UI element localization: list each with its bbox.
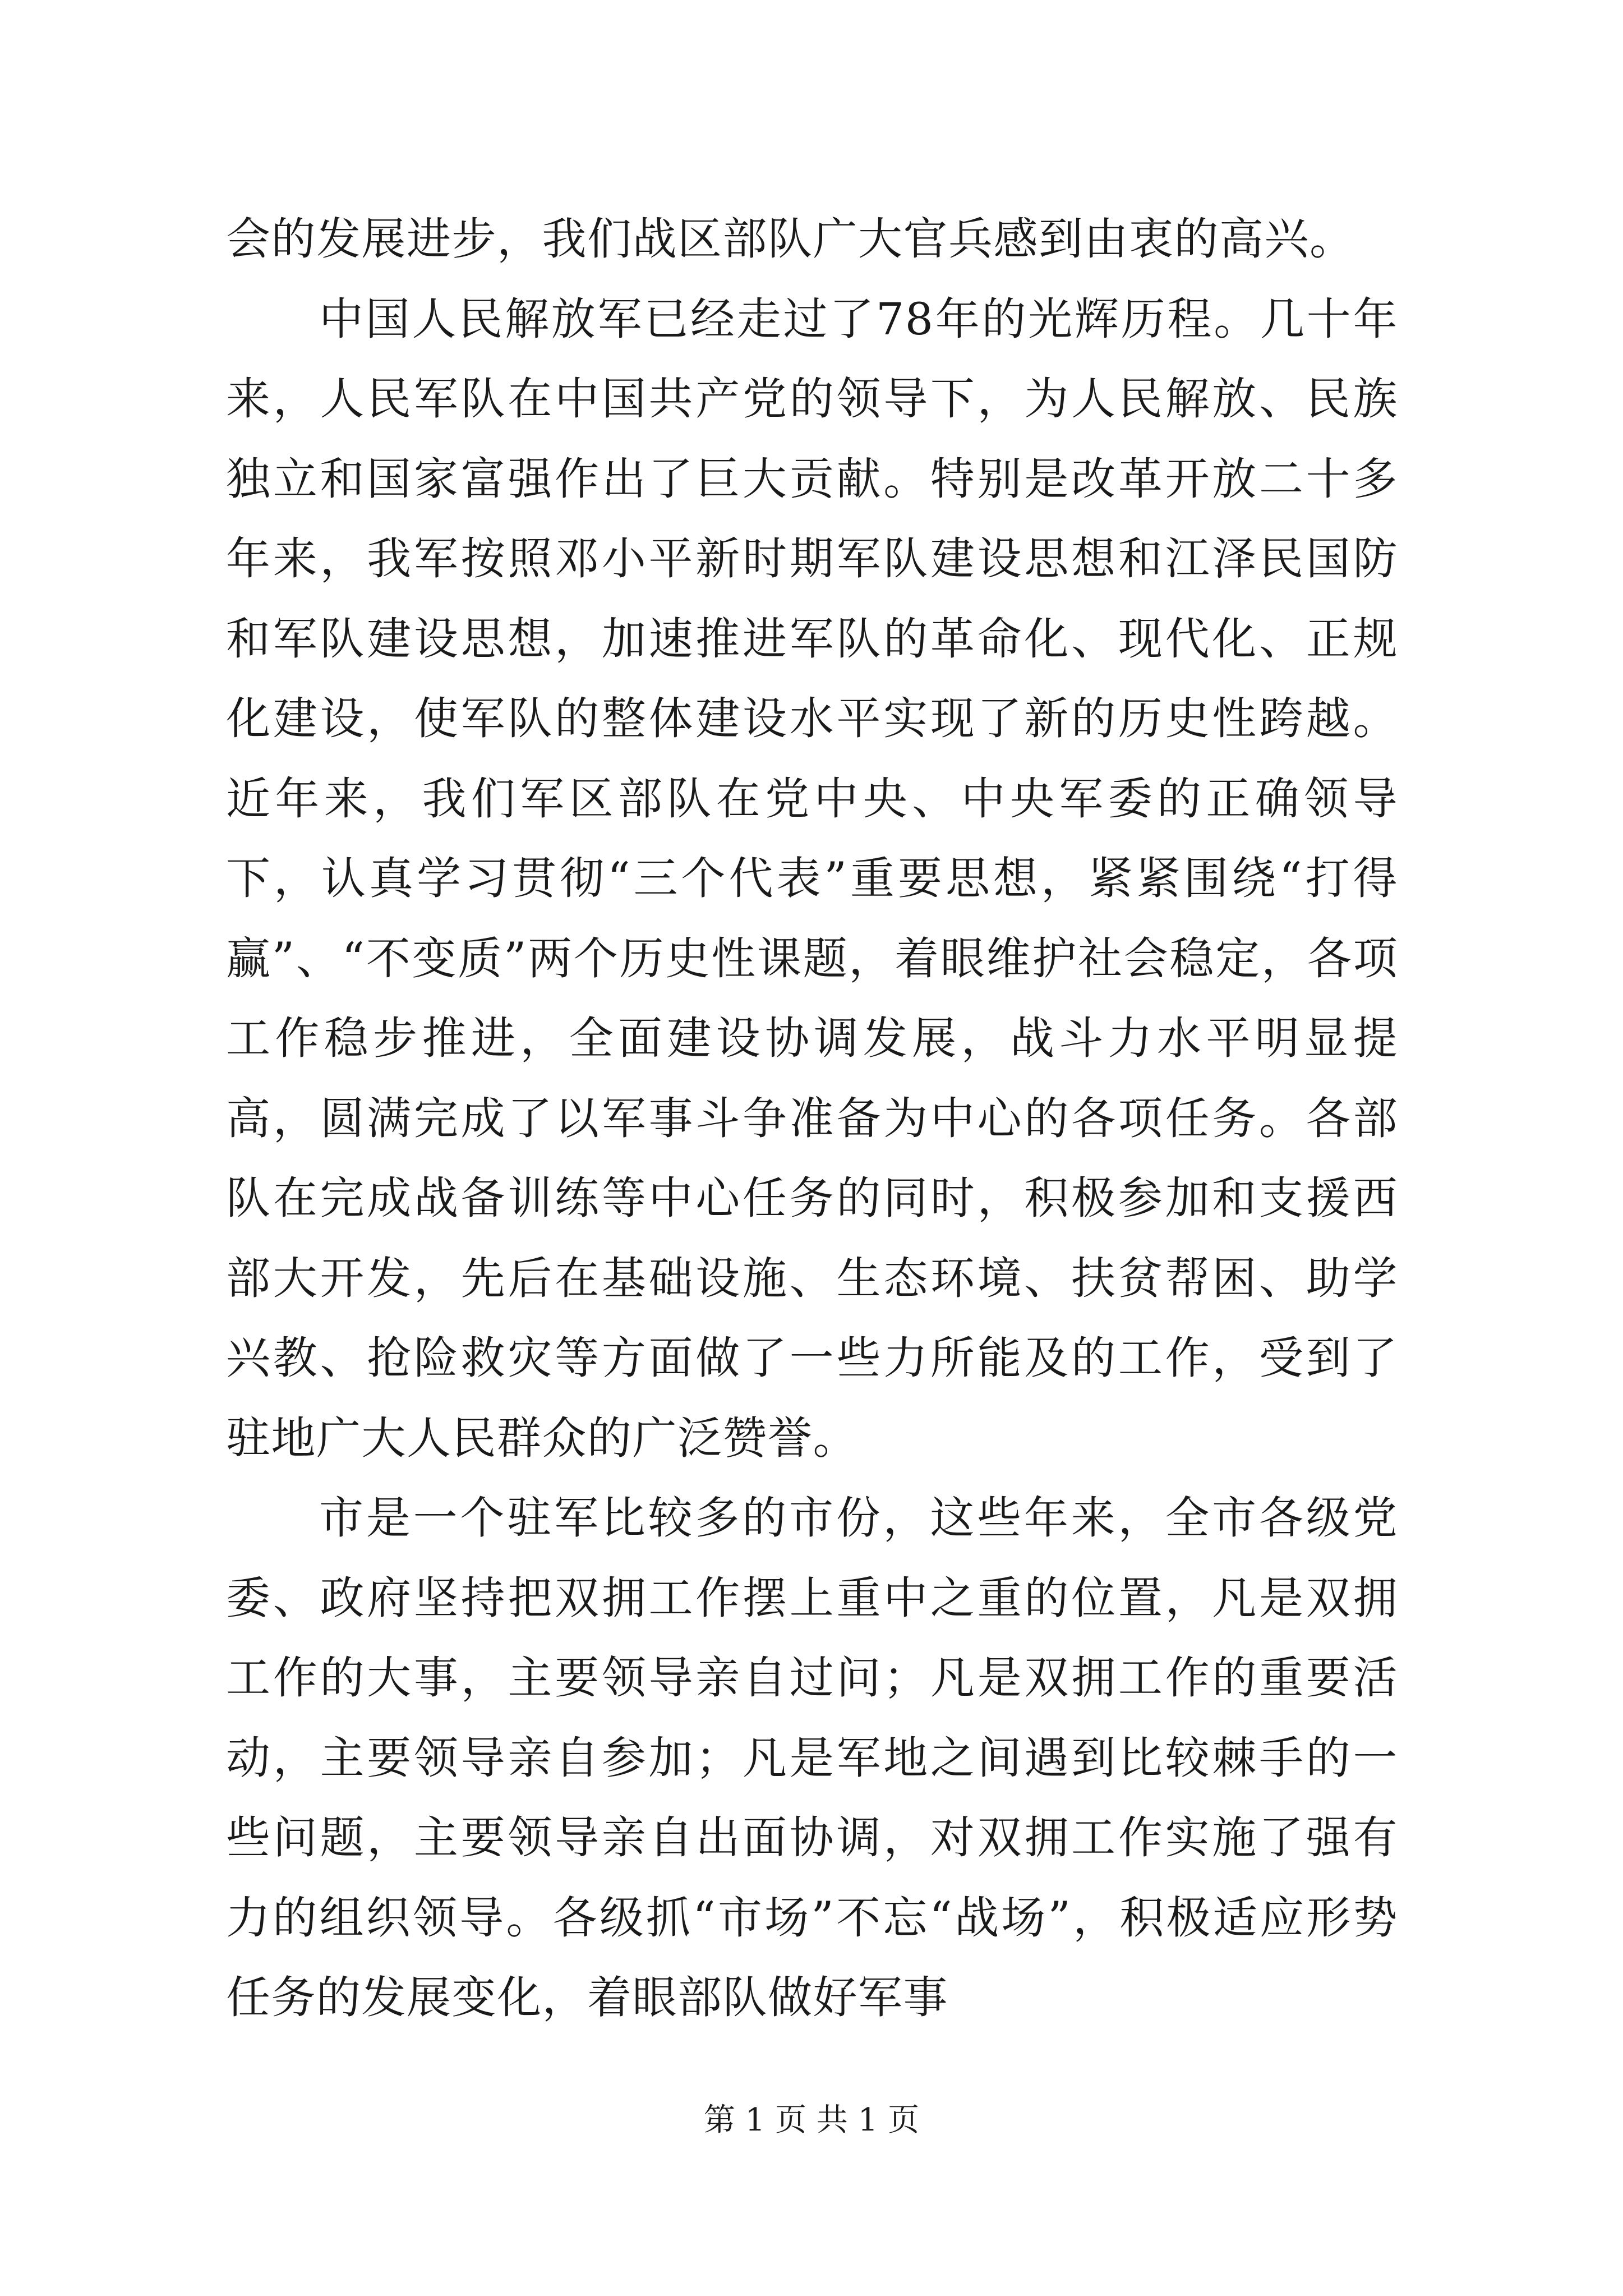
document-body xyxy=(226,199,1398,2038)
paragraph-city-support: 市是一个驻军比较多的市份，这些年来，全市各级党委、政府坚持把双拥工作摆上重中之重的位置，凡是双拥工作的大事，主要领导亲自过问；凡是双拥工作的重要活动，主要领导亲自参加；凡是军地之间遇到比较棘手的一些问题，主要领导亲自出面协调，对双拥工作实施了强有力的组织领导。各级抓“市场”不忘“战场”，积极适应形势任务的发展变化，着眼部队做好军事 xyxy=(226,1492,1398,2023)
page-footer: 第 1 页 共 1 页 xyxy=(703,2102,920,2138)
paragraph-continuation: 会的发展进步，我们战区部队广大官兵感到由衷的高兴。 xyxy=(226,213,1355,265)
paragraph-pla-history: 中国人民解放军已经走过了78年的光辉历程。几十年来，人民军队在中国共产党的领导下，为人民解放、民族独立和国家富强作出了巨大贡献。特别是改革开放二十多年来，我军按照邓小平新时期军队建设思想和江泽民国防和军队建设思想，加速推进军队的革命化、现代化、正规化建设，使军队的整体建设水平实现了新的历史性跨越。近年来，我们军区部队在党中央、中央军委的正确领导下，认真学习贯彻“三个代表”重要思想，紧紧围绕“打得赢”、“不变质”两个历史性课题，着眼维护社会稳定，各项工作稳步推进，全面建设协调发展，战斗力水平明显提高，圆满完成了以军事斗争准备为中心的各项任务。各部队在完成战备训练等中心任务的同时，积极参加和支援西部大开发，先后在基础设施、生态环境、扶贫帮困、助学兴教、抢险救灾等方面做了一些力所能及的工作，受到了驻地广大人民群众的广泛赞誉。 xyxy=(226,293,1398,1464)
